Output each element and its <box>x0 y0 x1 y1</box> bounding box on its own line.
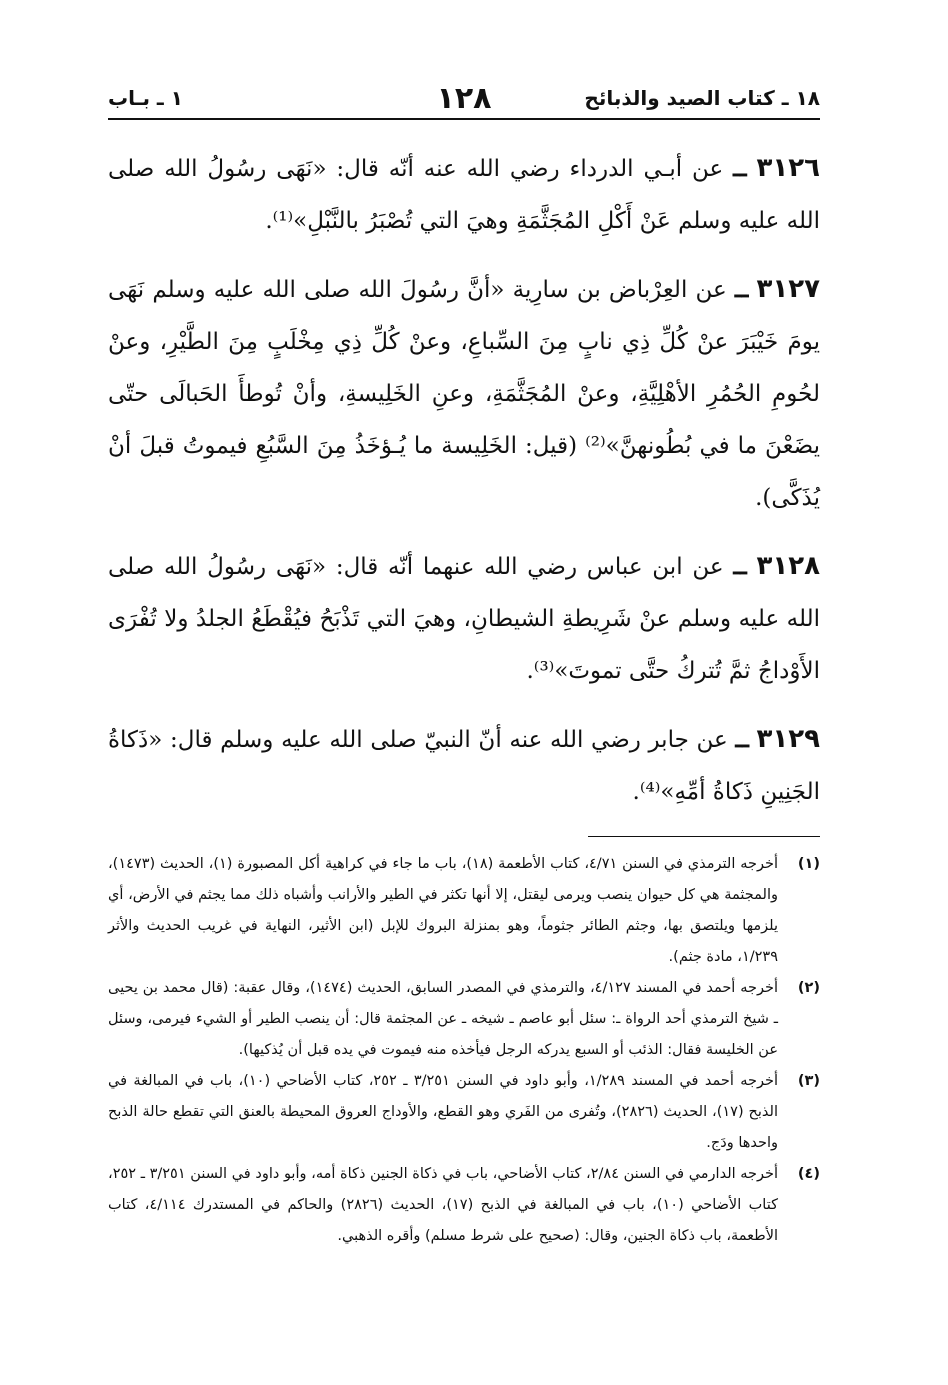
footnote-divider <box>588 836 820 837</box>
hadith-text: عن ابن عباس رضي الله عنهما أنّه قال: «نَهَى رسُولُ الله صلى الله عليه وسلم عنْ شَرِيطةِ الشيطانِ، وهيَ التي تَذْبَحُ فيُقْطَعُ الجلدُ ولا تُفْرَى الأَوْداجُ ثمَّ تُتركُ حتَّى تموتَ»⁽³⁾. <box>108 554 820 684</box>
hadith-3127 <box>108 263 820 524</box>
hadith-text: عن العِرْباض بن سارِية «أنَّ رسُولَ الله صلى الله عليه وسلم نَهَى يومَ خَيْبَرَ عنْ كُلِّ ذِي نابٍ مِنَ السِّباعِ، وعنْ كُلِّ ذِي مِخْلَبٍ مِنَ الطَّيْرِ، وعنْ لحُومِ الحُمُرِ الأهْلِيَّةِ، وعنْ المُجَثَّمَةِ، وعنِ الخَلِيسةِ، وأنْ تُوطأَ الحَبالَى حتّى يضَعْنَ ما في بُطُونهنَّ»⁽²⁾ (قيل: الخَلِيسة ما يُـؤخَذُ مِنَ السَّبُعِ فيموتُ قبلَ أنْ يُذَكَّى). <box>108 277 821 511</box>
hadith-dash: ــ <box>734 276 749 303</box>
chapter-title: ١٨ ـ كتاب الصيد والذبائح <box>584 86 820 110</box>
hadith-number: ٣١٢٨ <box>756 551 821 581</box>
hadith-3126 <box>108 142 820 247</box>
footnote-marker: (٣) <box>797 1073 820 1089</box>
footnote-3 <box>108 1066 820 1159</box>
footnote-4 <box>108 1159 820 1252</box>
hadith-number: ٣١٢٩ <box>756 724 821 754</box>
hadith-dash: ــ <box>733 553 747 580</box>
hadith-dash: ــ <box>733 155 747 182</box>
hadith-text: عن أبـي الدرداء رضي الله عنه أنّه قال: «نَهَى رسُولُ الله صلى الله عليه وسلم عَنْ أَكْلِ المُجَثَّمَةِ وهيَ التي تُصْبَرُ بالنَّبْلِ»⁽¹⁾. <box>108 156 820 234</box>
page-header <box>108 78 820 120</box>
footnote-2 <box>108 973 820 1066</box>
hadith-number: ٣١٢٦ <box>756 153 821 183</box>
footnote-1 <box>108 849 820 973</box>
footnote-text: أخرجه الدارمي في السنن ٢/٨٤، كتاب الأضاحي، باب في ذكاة الجنين ذكاة أمه، وأبو داود في السنن ٣/٢٥١ ـ ٢٥٢، كتاب الأضاحي (١٠)، باب في المبالغة في الذبح (١٧)، الحديث (٢٨٢٦) والحاكم في المستدرك ٤/١١٤، كتاب الأطعمة، باب ذكاة الجنين، وقال: (صحيح على شرط مسلم) وأقره الذهبي. <box>108 1166 779 1244</box>
hadith-list <box>108 142 820 818</box>
book-page <box>108 78 820 1252</box>
hadith-number: ٣١٢٧ <box>756 274 820 304</box>
footnotes <box>108 849 820 1252</box>
footnote-marker: (١) <box>797 856 820 872</box>
hadith-3129 <box>108 713 820 818</box>
footnote-text: أخرجه أحمد في المسند ٤/١٢٧، والترمذي في المصدر السابق، الحديث (١٤٧٤)، وقال عقبة: (قال محمد بن يحيى ـ شيخ الترمذي أحد الرواة ـ: سئل أبو عاصم ـ شيخه ـ عن المجثمة قال: أن ينصب الطير أو الشيء فيرمى، وسئل عن الخليسة فقال: الذئب أو السبع يدركه الرجل فيأخذه منه فيموت في يده قبل أن يُذكيها). <box>108 980 778 1058</box>
hadith-dash: ــ <box>735 726 749 753</box>
footnote-text: أخرجه الترمذي في السنن ٤/٧١، كتاب الأطعمة (١٨)، باب ما جاء في كراهية أكل المصبورة (١)، الحديث (١٤٧٣)، والمجثمة هي كل حيوان ينصب ويرمى ليقتل، إلا أنها تكثر في الطير والأرانب وأشباه ذلك مما يجثم في الأرض، أي يلزمها ويلتصق بها، وجثم الطائر جثوماً، وهو بمنزلة البروك للإبل (ابن الأثير، النهاية في غريب الحديث والأثر ١/٢٣٩، مادة جثم). <box>108 856 778 965</box>
page-number: ١٢٨ <box>436 81 492 116</box>
footnote-text: أخرجه أحمد في المسند ١/٢٨٩، وأبو داود في السنن ٣/٢٥١ ـ ٢٥٢، كتاب الأضاحي (١٠)، باب في المبالغة في الذبح (١٧)، الحديث (٢٨٢٦)، وتُفرى من الفَري وهو القطع، والأوداج العروق المحيطة بالعنق التي تقطع حالة الذبح واحدها ودَج. <box>108 1073 778 1151</box>
hadith-text: عن جابر رضي الله عنه أنّ النبيّ صلى الله عليه وسلم قال: «ذَكاةُ الجَنِينِ ذَكاةُ أمِّهِ»⁽⁴⁾. <box>108 727 820 805</box>
hadith-3128 <box>108 540 820 697</box>
section-title: ١ ـ بـاب <box>108 86 183 110</box>
footnote-marker: (٢) <box>797 980 820 996</box>
footnote-marker: (٤) <box>797 1166 820 1182</box>
